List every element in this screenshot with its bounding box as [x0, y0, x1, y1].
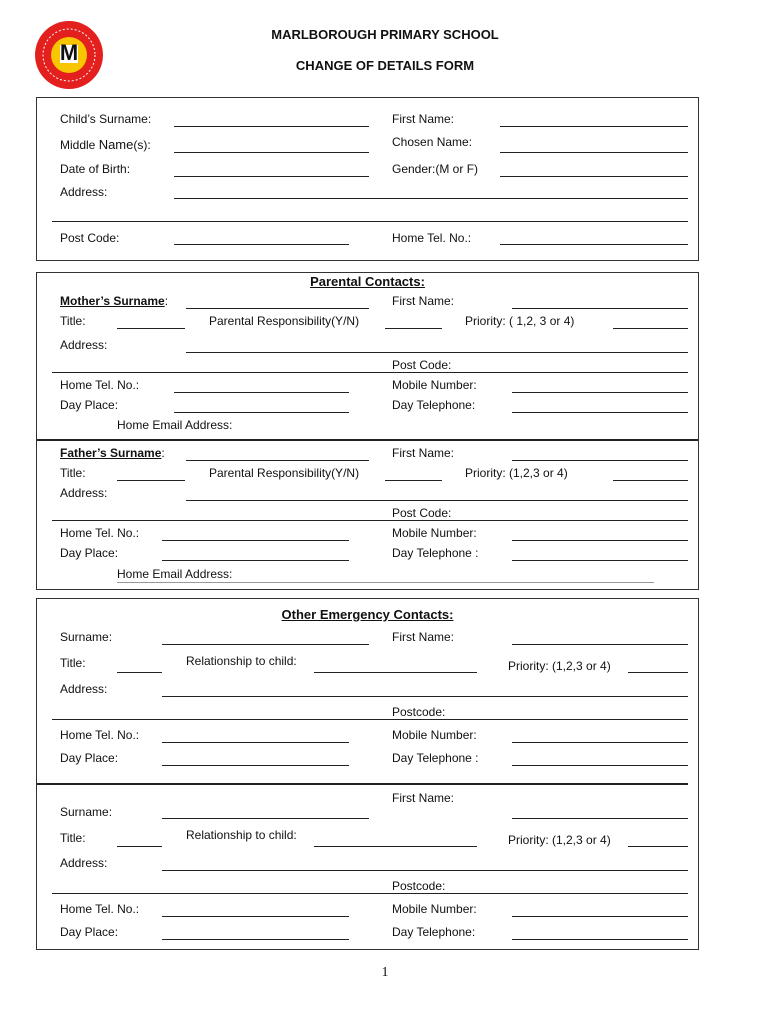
- father-address-field-1[interactable]: [186, 500, 688, 501]
- mother-priority-label: Priority: ( 1,2, 3 or 4): [465, 314, 575, 328]
- emergency-contacts-title: Other Emergency Contacts:: [281, 607, 454, 622]
- father-mobile-label: Mobile Number:: [392, 526, 477, 540]
- mother-address-field-1[interactable]: [186, 352, 688, 353]
- ec1-first-name-field[interactable]: [512, 644, 688, 645]
- child-surname-label: Child’s Surname:: [60, 112, 152, 126]
- child-post-code-label: Post Code:: [60, 231, 120, 245]
- father-mobile-field[interactable]: [512, 540, 688, 541]
- father-title-field[interactable]: [117, 480, 185, 481]
- father-home-tel-label: Home Tel. No.:: [60, 526, 140, 540]
- ec2-mobile-field[interactable]: [512, 916, 688, 917]
- child-surname-field[interactable]: [174, 126, 369, 127]
- father-first-name-field[interactable]: [512, 460, 688, 461]
- father-title-label: Title:: [60, 466, 86, 480]
- child-first-name-label: First Name:: [392, 112, 455, 126]
- father-home-tel-field[interactable]: [162, 540, 349, 541]
- ec1-day-tel-field[interactable]: [512, 765, 688, 766]
- ec2-priority-field[interactable]: [628, 846, 688, 847]
- mother-mobile-label: Mobile Number:: [392, 378, 477, 392]
- mother-responsibility-label: Parental Responsibility(Y/N): [209, 314, 360, 328]
- dob-field[interactable]: [174, 176, 369, 177]
- ec1-mobile-field[interactable]: [512, 742, 688, 743]
- ec1-title-label: Title:: [60, 656, 86, 670]
- ec1-title-field[interactable]: [117, 672, 162, 673]
- chosen-name-field[interactable]: [500, 152, 688, 153]
- ec1-first-name-label: First Name:: [392, 630, 455, 644]
- child-first-name-field[interactable]: [500, 126, 688, 127]
- mother-home-tel-label: Home Tel. No.:: [60, 378, 140, 392]
- ec1-home-tel-label: Home Tel. No.:: [60, 728, 140, 742]
- ec2-title-field[interactable]: [117, 846, 162, 847]
- mother-priority-field[interactable]: [613, 328, 688, 329]
- ec1-relationship-field[interactable]: [314, 672, 477, 673]
- mother-day-tel-field[interactable]: [512, 412, 688, 413]
- mother-home-tel-field[interactable]: [174, 392, 349, 393]
- father-responsibility-label: Parental Responsibility(Y/N): [209, 466, 360, 480]
- father-address-field-2[interactable]: [52, 520, 688, 521]
- middle-names-field[interactable]: [174, 152, 369, 153]
- mother-post-code-label: Post Code:: [392, 358, 452, 372]
- father-email-label: Home Email Address:: [117, 567, 233, 581]
- dob-label: Date of Birth:: [60, 162, 131, 176]
- ec2-first-name-label: First Name:: [392, 791, 455, 805]
- ec2-day-place-field[interactable]: [162, 939, 349, 940]
- mother-responsibility-field[interactable]: [385, 328, 442, 329]
- mother-surname-label: Mother’s Surname:: [60, 294, 169, 308]
- ec1-day-place-field[interactable]: [162, 765, 349, 766]
- chosen-name-label: Chosen Name:: [392, 135, 473, 149]
- mother-first-name-label: First Name:: [392, 294, 455, 308]
- ec1-address-field-1[interactable]: [162, 696, 688, 697]
- ec2-home-tel-label: Home Tel. No.:: [60, 902, 140, 916]
- ec1-surname-field[interactable]: [162, 644, 369, 645]
- ec2-day-tel-label: Day Telephone:: [392, 925, 476, 939]
- father-surname-field[interactable]: [186, 460, 369, 461]
- ec2-priority-label: Priority: (1,2,3 or 4): [508, 833, 611, 847]
- father-day-tel-field[interactable]: [512, 560, 688, 561]
- ec2-surname-field[interactable]: [162, 818, 369, 819]
- father-responsibility-field[interactable]: [385, 480, 442, 481]
- school-name: MARLBOROUGH PRIMARY SCHOOL: [271, 27, 499, 42]
- ec1-day-place-label: Day Place:: [60, 751, 119, 765]
- father-post-code-label: Post Code:: [392, 506, 452, 520]
- ec1-surname-label: Surname:: [60, 630, 113, 644]
- mother-first-name-field[interactable]: [512, 308, 688, 309]
- father-priority-field[interactable]: [613, 480, 688, 481]
- mother-day-tel-label: Day Telephone:: [392, 398, 476, 412]
- mother-father-divider: [37, 439, 698, 441]
- father-day-tel-label: Day Telephone :: [392, 546, 479, 560]
- ec2-address-field-2[interactable]: [52, 893, 688, 894]
- father-address-label: Address:: [60, 486, 108, 500]
- ec2-relationship-field[interactable]: [314, 846, 477, 847]
- ec1-day-tel-label: Day Telephone :: [392, 751, 479, 765]
- emergency-contacts-section: [36, 598, 699, 950]
- father-day-place-field[interactable]: [162, 560, 349, 561]
- page-number: 1: [381, 965, 389, 980]
- child-address-field-2[interactable]: [52, 221, 688, 222]
- child-address-label: Address:: [60, 185, 108, 199]
- mother-address-field-2[interactable]: [52, 372, 688, 373]
- ec2-day-tel-field[interactable]: [512, 939, 688, 940]
- parental-contacts-title: Parental Contacts:: [310, 274, 425, 289]
- ec2-title-label: Title:: [60, 831, 86, 845]
- emergency-contacts-divider: [37, 783, 688, 785]
- middle-names-label: Middle Name(s):: [60, 137, 151, 152]
- ec1-home-tel-field[interactable]: [162, 742, 349, 743]
- ec1-address-field-2[interactable]: [52, 719, 688, 720]
- ec2-home-tel-field[interactable]: [162, 916, 349, 917]
- father-day-place-label: Day Place:: [60, 546, 119, 560]
- mother-mobile-field[interactable]: [512, 392, 688, 393]
- mother-surname-field[interactable]: [186, 308, 369, 309]
- father-email-field[interactable]: [117, 582, 654, 583]
- mother-day-place-field[interactable]: [174, 412, 349, 413]
- mother-email-label: Home Email Address:: [117, 418, 233, 432]
- child-home-tel-label: Home Tel. No.:: [392, 231, 472, 245]
- mother-title-field[interactable]: [117, 328, 185, 329]
- ec1-priority-label: Priority: (1,2,3 or 4): [508, 659, 611, 673]
- logo-letter: M: [59, 40, 79, 65]
- ec2-surname-label: Surname:: [60, 805, 113, 819]
- ec1-address-label: Address:: [60, 682, 108, 696]
- ec2-address-field-1[interactable]: [162, 870, 688, 871]
- ec1-postcode-label: Postcode:: [392, 705, 446, 719]
- ec2-address-label: Address:: [60, 856, 108, 870]
- child-address-field-1[interactable]: [174, 198, 688, 199]
- child-home-tel-field[interactable]: [500, 244, 688, 245]
- ec2-mobile-label: Mobile Number:: [392, 902, 477, 916]
- father-surname-label: Father’s Surname:: [60, 446, 165, 460]
- mother-title-label: Title:: [60, 314, 86, 328]
- ec2-postcode-label: Postcode:: [392, 879, 446, 893]
- mother-day-place-label: Day Place:: [60, 398, 119, 412]
- form-title: CHANGE OF DETAILS FORM: [295, 58, 475, 73]
- ec2-day-place-label: Day Place:: [60, 925, 119, 939]
- ec1-mobile-label: Mobile Number:: [392, 728, 477, 742]
- gender-label: Gender:(M or F): [392, 162, 479, 176]
- father-first-name-label: First Name:: [392, 446, 455, 460]
- gender-field[interactable]: [500, 176, 688, 177]
- ec1-priority-field[interactable]: [628, 672, 688, 673]
- mother-address-label: Address:: [60, 338, 108, 352]
- ec1-relationship-label: Relationship to child:: [186, 654, 297, 668]
- father-priority-label: Priority: (1,2,3 or 4): [465, 466, 568, 480]
- ec2-relationship-label: Relationship to child:: [186, 828, 297, 842]
- child-post-code-field[interactable]: [174, 244, 349, 245]
- ec2-first-name-field[interactable]: [512, 818, 688, 819]
